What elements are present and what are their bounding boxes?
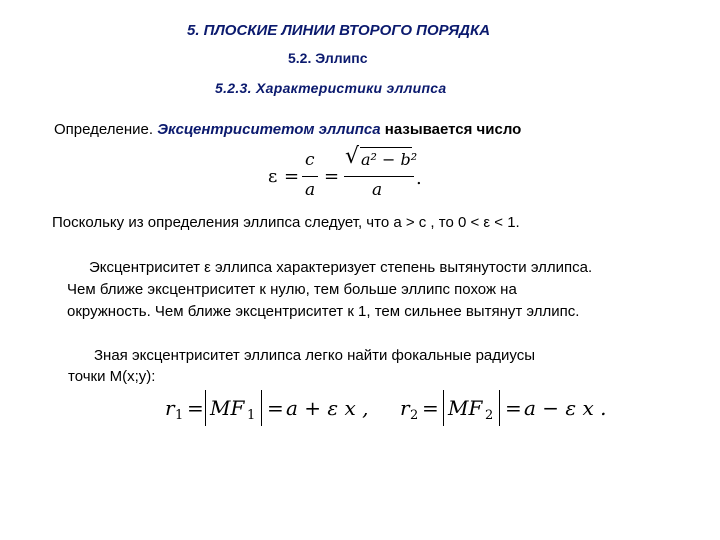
sqrt-symbol: √ — [345, 144, 360, 169]
paragraph-line-5: точки M(x;y): — [68, 368, 156, 385]
denominator-a: a — [372, 180, 383, 200]
r1-symbol: r — [165, 396, 175, 420]
eccentricity-formula — [260, 144, 430, 206]
r1-subscript: 1 — [175, 408, 184, 423]
definition-prefix: Определение. — [54, 121, 154, 138]
equals-sign: = — [422, 396, 439, 420]
definition-line — [54, 121, 521, 138]
abs-bar-left — [443, 390, 444, 426]
equals-sign: = — [505, 396, 522, 420]
denominator-a: a — [305, 180, 316, 200]
mf1-subscript: 1 — [247, 408, 256, 423]
equals-sign: = — [324, 166, 340, 187]
definition-suffix: называется число — [384, 121, 522, 138]
paragraph-line-3: окружность. Чем ближе эксцентриситет к 1, тем сильнее вытянут эллипс. — [67, 303, 580, 320]
equals-sign: = — [284, 166, 300, 187]
r2-subscript: 2 — [410, 408, 419, 423]
mf2-subscript: 2 — [485, 408, 494, 423]
mf1-symbol: MF — [210, 396, 245, 420]
radicand: a² − b² — [361, 150, 418, 169]
paragraph-eccentricity-range: Поскольку из определения эллипса следует, что a > c , то 0 < ε < 1. — [52, 214, 520, 231]
numerator-c: c — [305, 150, 315, 170]
sqrt-overline — [360, 147, 412, 148]
subsection-title: 5.2.3. Характеристики эллипса — [215, 80, 447, 96]
epsilon-symbol: ε — [268, 166, 278, 187]
definition-term: Эксцентриситетом эллипса — [157, 121, 381, 138]
paragraph-line-2: Чем ближе эксцентриситет к нулю, тем больше эллипс похож на — [67, 281, 517, 298]
fraction-bar-1 — [302, 176, 318, 177]
abs-bar-left — [205, 390, 206, 426]
chapter-title: 5. ПЛОСКИЕ ЛИНИИ ВТОРОГО ПОРЯДКА — [187, 22, 491, 39]
equals-sign: = — [267, 396, 284, 420]
formula-period: . — [416, 168, 422, 189]
abs-bar-right — [261, 390, 262, 426]
r2-symbol: r — [400, 396, 410, 420]
focal-radii-formula — [160, 386, 620, 434]
rhs-1: a + ε x , — [286, 396, 369, 420]
paragraph-line-4: Зная эксцентриситет эллипса легко найти фокальные радиусы — [94, 347, 536, 364]
equals-sign: = — [187, 396, 204, 420]
rhs-2: a − ε x . — [524, 396, 607, 420]
abs-bar-right — [499, 390, 500, 426]
fraction-bar-2 — [344, 176, 414, 177]
mf2-symbol: MF — [448, 396, 483, 420]
section-title: 5.2. Эллипс — [288, 50, 368, 66]
paragraph-line-1: Эксцентриситет ε эллипса характеризует степень вытянутости эллипса. — [89, 259, 593, 276]
